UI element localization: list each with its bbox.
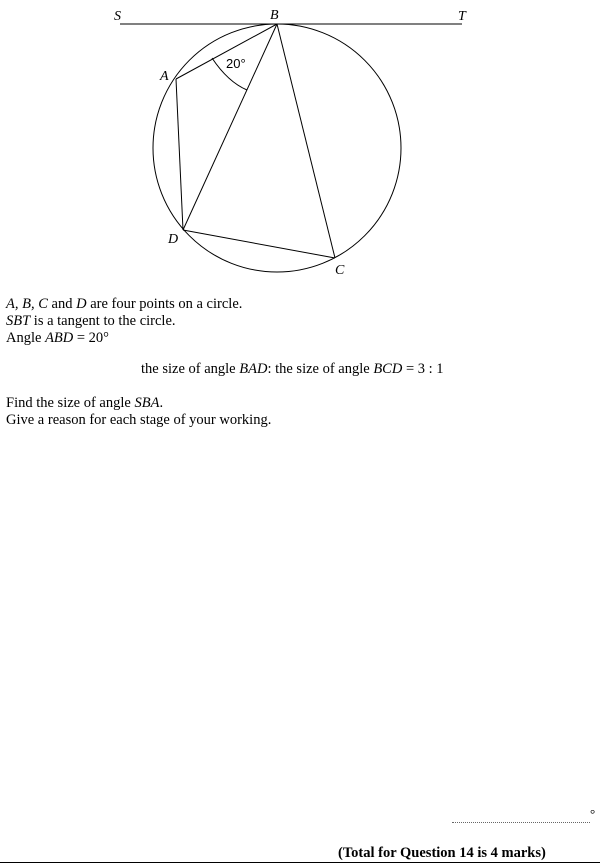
label-d: D: [168, 232, 179, 247]
label-a: A: [160, 69, 169, 84]
task-reason: Give a reason for each stage of your working.: [6, 412, 272, 428]
circle: [153, 24, 401, 272]
answer-line[interactable]: [452, 822, 590, 823]
statement-angle: Angle ABD = 20°: [6, 330, 109, 346]
label-t: T: [458, 9, 466, 24]
answer-unit: °: [590, 806, 596, 821]
task-find: Find the size of angle SBA.: [6, 395, 164, 411]
statement-points: A, B, C and D are four points on a circle.: [6, 296, 243, 312]
circle-diagram: [0, 0, 600, 290]
label-c: C: [335, 263, 345, 278]
chord-bc: [277, 24, 335, 258]
task: [6, 395, 271, 429]
total-marks: (Total for Question 14 is 4 marks): [338, 845, 546, 861]
label-b: B: [270, 8, 279, 23]
bottom-rule: [0, 862, 600, 863]
label-s: S: [114, 9, 121, 24]
chord-da: [176, 79, 183, 230]
statements: [6, 296, 242, 347]
angle-label-20: 20°: [226, 56, 246, 71]
statement-tangent: SBT is a tangent to the circle.: [6, 313, 176, 329]
chord-bd: [183, 24, 277, 230]
chord-cd: [183, 230, 335, 258]
ratio-statement: the size of angle BAD: the size of angle BCD = 3 : 1: [141, 361, 444, 377]
